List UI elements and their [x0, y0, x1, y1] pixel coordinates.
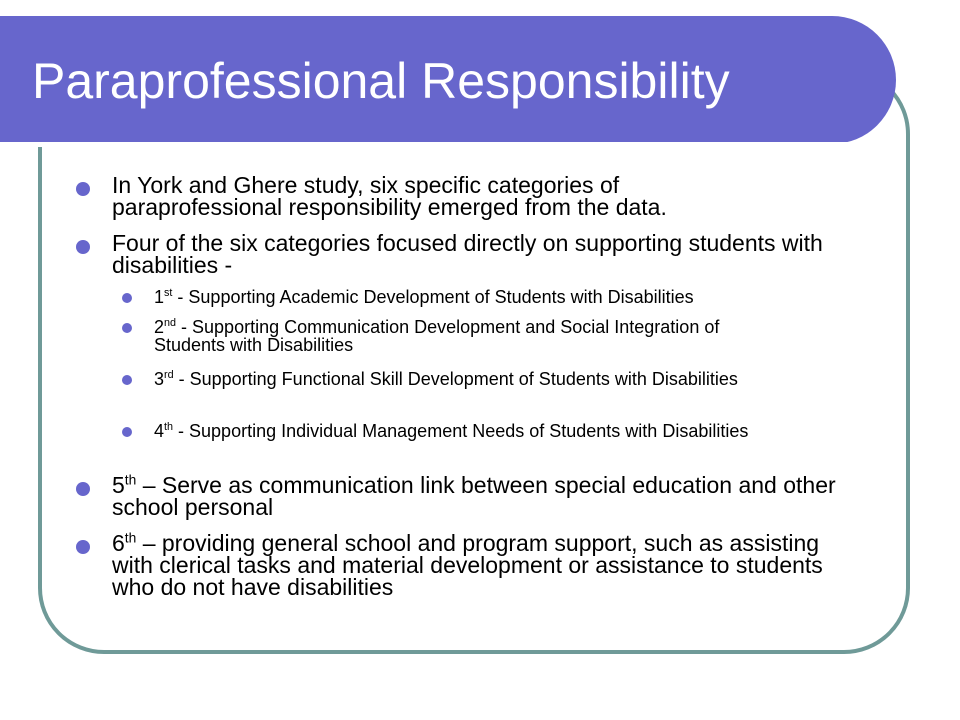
bullet-icon	[76, 240, 90, 254]
ordinal-suffix: th	[124, 530, 137, 546]
list-item-text	[154, 370, 834, 388]
list-item	[112, 532, 832, 598]
list-item	[154, 422, 844, 440]
slide-title: Paraprofessional Responsibility	[32, 53, 730, 109]
ordinal-suffix: th	[164, 421, 174, 433]
ordinal-number: 3	[154, 369, 165, 389]
list-item	[112, 474, 892, 518]
list-item-text: Four of the six categories focused directly on supporting students with disabilities -	[112, 230, 823, 278]
bullet-icon	[122, 375, 132, 385]
list-item	[112, 174, 732, 218]
bullet-icon	[76, 540, 90, 554]
list-item-text	[154, 318, 794, 354]
ordinal-suffix: rd	[164, 369, 174, 381]
list-item-text	[154, 422, 844, 440]
bullet-icon	[122, 427, 132, 437]
ordinal-suffix: nd	[164, 317, 177, 329]
bullet-icon	[122, 293, 132, 303]
ordinal-number: 6	[112, 530, 125, 556]
item-text: – providing general school and program support, such as assisting with clerical tasks and material development or assistance to students who do not have disabilities	[112, 530, 823, 600]
item-text: - Supporting Communication Development and Social Integration of Students with Disabilities	[154, 317, 720, 355]
bullet-icon	[76, 182, 90, 196]
list-item	[154, 318, 794, 354]
item-text: - Supporting Academic Development of Students with Disabilities	[172, 287, 694, 307]
list-item	[154, 370, 834, 388]
list-item	[112, 232, 892, 276]
ordinal-suffix: st	[164, 287, 173, 299]
ordinal-number: 1	[154, 287, 165, 307]
list-item-text	[112, 532, 832, 598]
item-text: – Serve as communication link between special education and other school personal	[112, 472, 836, 520]
bullet-icon	[122, 323, 132, 333]
ordinal-number: 4	[154, 421, 165, 441]
ordinal-number: 5	[112, 472, 125, 498]
ordinal-suffix: th	[124, 472, 137, 488]
list-item-text	[154, 288, 894, 306]
ordinal-number: 2	[154, 317, 165, 337]
list-item	[154, 288, 894, 306]
item-text: - Supporting Individual Management Needs of Students with Disabilities	[173, 421, 749, 441]
bullet-icon	[76, 482, 90, 496]
list-item-text	[112, 474, 892, 518]
item-text: - Supporting Functional Skill Development of Students with Disabilities	[173, 369, 738, 389]
list-item-text: In York and Ghere study, six specific categories of paraprofessional responsibility emerged from the data.	[112, 172, 667, 220]
